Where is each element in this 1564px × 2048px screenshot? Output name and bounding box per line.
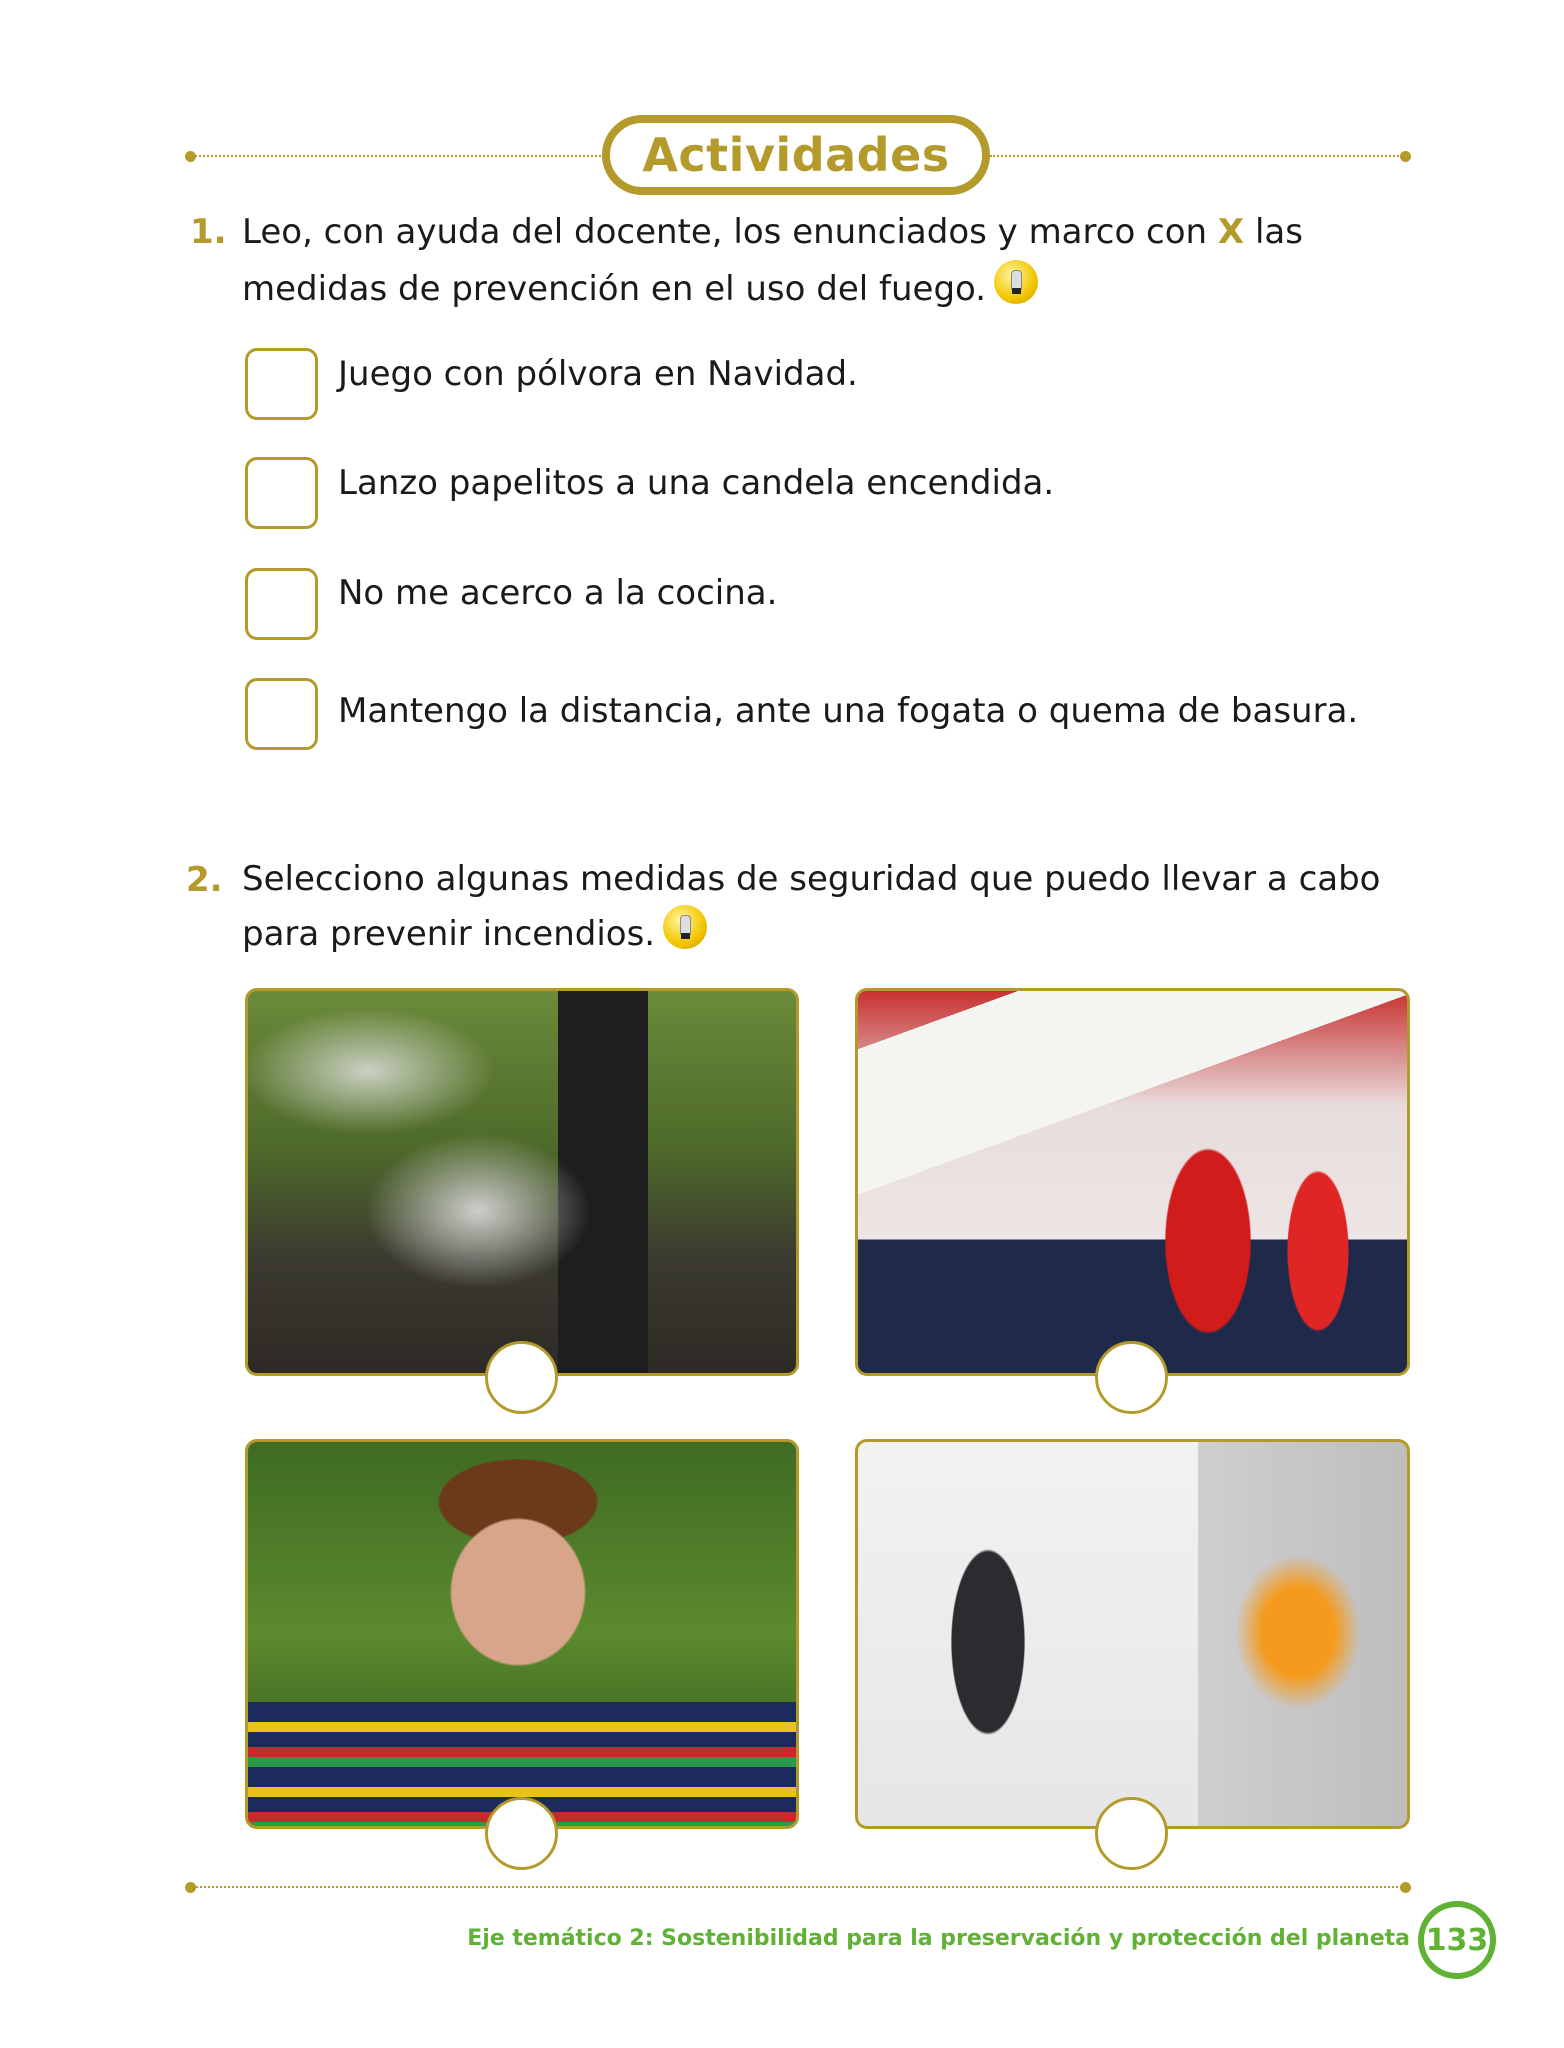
checkbox-option-3[interactable]: [245, 568, 318, 640]
x-mark: X: [1217, 212, 1245, 252]
select-circle-photo-2[interactable]: [1095, 1341, 1168, 1414]
instruction-text: medidas de prevención en el uso del fuego.: [242, 269, 987, 309]
header-rule-right: [990, 155, 1402, 157]
option-3-label: No me acerco a la cocina.: [338, 573, 778, 613]
option-2-label: Lanzo papelitos a una candela encendida.: [338, 463, 1055, 503]
option-4-label: Mantengo la distancia, ante una fogata o quema de basura.: [338, 691, 1359, 731]
section-title: Actividades: [642, 128, 950, 182]
instruction-text: las: [1254, 212, 1303, 252]
instruction-text: para prevenir incendios.: [242, 914, 656, 954]
photo-extinguishing-campfire: [245, 988, 799, 1376]
checkbox-option-4[interactable]: [245, 678, 318, 750]
select-circle-photo-1[interactable]: [485, 1341, 558, 1414]
page-number-text: 133: [1425, 1922, 1489, 1958]
rule-dot: [1400, 151, 1411, 162]
photo-boy-with-match: [245, 1439, 799, 1829]
instruction-text: Leo, con ayuda del docente, los enunciados y marco con: [242, 212, 1208, 252]
page-number: [1418, 1901, 1496, 1979]
footer-rule: [192, 1886, 1402, 1888]
activity-1-number: 1.: [190, 212, 227, 252]
select-circle-photo-3[interactable]: [485, 1797, 558, 1870]
checkbox-option-2[interactable]: [245, 457, 318, 529]
checkbox-option-1[interactable]: [245, 348, 318, 420]
activity-1-instructions: [242, 204, 1392, 317]
rule-dot: [1400, 1882, 1411, 1893]
photo-extinguisher-inspection: [855, 988, 1410, 1376]
option-1-label: Juego con pólvora en Navidad.: [338, 354, 858, 394]
lightbulb-icon: [994, 260, 1038, 304]
select-circle-photo-4[interactable]: [1095, 1797, 1168, 1870]
activity-2-instructions: [242, 853, 1422, 960]
activity-2-number: 2.: [186, 860, 223, 900]
section-title-pill: [602, 115, 990, 195]
lightbulb-icon: [663, 905, 707, 949]
header-rule-left: [192, 155, 604, 157]
footer-theme-text: Eje temático 2: Sostenibilidad para la preservación y protección del planeta: [467, 1926, 1410, 1951]
photo-man-extinguishing-oven-fire: [855, 1439, 1410, 1829]
instruction-text: Selecciono algunas medidas de seguridad que puedo llevar a cabo: [242, 859, 1381, 899]
